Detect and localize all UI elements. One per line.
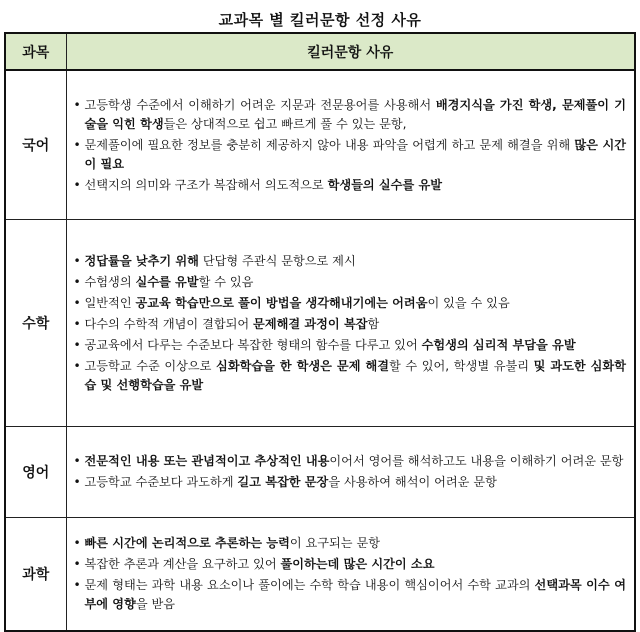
reason-item [73,315,627,334]
reason-list [73,534,627,614]
reason-item [73,576,627,614]
reason-list [73,252,627,395]
reason-item [73,534,627,553]
reason-text: 이어서 영어를 해석하고도 내용을 이해하기 어려운 문항 [329,454,624,468]
reason-text: 공교육에서 다루는 수준보다 복잡한 형태의 함수를 다루고 있어 [84,337,422,352]
reason-item [73,357,627,395]
reason-text: 함 [367,316,380,331]
reason-emphasis: 학생들의 실수를 유발 [327,177,443,192]
reason-text: 복잡한 추론과 계산을 요구하고 있어 [84,557,281,571]
reason-item [73,176,627,195]
reason-emphasis: 선택과목 이수 여부에 영향 [84,578,626,611]
reason-text: 문제 형태는 과학 내용 요소이나 풀이에는 수학 학습 내용이 핵심이어서 수학 교과의 [84,578,535,592]
table-row-korean [5,70,635,220]
reason-emphasis: 심화학습을 한 학생은 문제 해결 [216,358,389,373]
reason-text: 단답형 주관식 문항으로 제시 [198,253,356,268]
reason-text: 선택지의 의미와 구조가 복잡해서 의도적으로 [84,177,328,192]
reason-emphasis: 문제해결 과정이 복잡 [253,316,368,331]
reason-emphasis: 및 과도한 심화학습 및 선행학습을 유발 [84,358,626,392]
reason-text: 이 요구되는 문항 [289,536,381,550]
reason-text: 다수의 수학적 개념이 결합되어 [84,316,254,331]
subject-cell-science: 과학 [5,518,66,632]
document-title: 교과목 별 킬러문항 선정 사유 [218,11,422,29]
reasons-cell-english [66,427,635,518]
reason-item [73,555,627,574]
reason-item [73,96,627,134]
reason-item [73,136,627,174]
reason-emphasis: 전문적인 내용 또는 관념적이고 추상적인 내용 [84,454,330,468]
killer-question-table [4,32,636,632]
table-row-math [5,220,635,427]
reason-emphasis: 풀이하는데 많은 시간이 소요 [280,557,435,571]
reason-emphasis: 정답률을 낮추기 위해 [84,253,199,268]
reasons-cell-korean [66,70,635,220]
reason-emphasis: 배경지식을 가진 학생, 문제풀이 기술을 익힌 학생 [84,97,626,131]
reason-text: 을 사용하여 해석이 어려운 문항 [328,475,497,489]
reason-text: 수험생의 [84,274,136,289]
reason-text: 문제풀이에 필요한 정보를 충분히 제공하지 않아 내용 파악을 어렵게 하고 문제 해결을 위해 [84,137,575,152]
table-header-row [5,33,635,70]
reason-item [73,294,627,313]
reason-text: 고등학교 수준보다 과도하게 [84,475,238,489]
reason-text: 고등학생 수준에서 이해하기 어려운 지문과 전문용어를 사용해서 [84,97,436,112]
header-subject: 과목 [5,33,66,70]
reason-text: 고등학교 수준 이상으로 [84,358,217,373]
reason-item [73,273,627,292]
reason-text: 일반적인 [84,295,136,310]
reason-text: 을 받음 [135,597,176,611]
reason-item [73,336,627,355]
reason-list [73,96,627,195]
reason-text: 들은 상대적으로 쉽고 빠르게 풀 수 있는 문항, [163,116,407,131]
reason-emphasis: 빠른 시간에 논리적으로 추론하는 능력 [84,536,290,550]
reason-emphasis: 실수를 유발 [135,274,199,289]
reasons-cell-math [66,220,635,427]
reason-list [73,452,627,492]
reason-item [73,473,627,492]
table-row-english [5,427,635,518]
reason-emphasis: 수험생의 심리적 부담을 유발 [421,337,576,352]
reason-emphasis: 공교육 학습만으로 풀이 방법을 생각해내기에는 어려움 [135,295,428,310]
table-row-science [5,518,635,632]
header-reasons: 킬러문항 사유 [66,33,635,70]
reason-text: 할 수 있어, 학생별 유불리 [389,358,534,373]
reason-item [73,452,627,471]
subject-cell-korean: 국어 [5,70,66,220]
reasons-cell-science [66,518,635,632]
reason-emphasis: 길고 복잡한 문장 [237,475,329,489]
reason-emphasis: 많은 시간이 필요 [84,137,626,171]
subject-cell-math: 수학 [5,220,66,427]
subject-cell-english: 영어 [5,427,66,518]
reason-text: 이 있을 수 있음 [427,295,510,310]
reason-item [73,252,627,271]
reason-text: 할 수 있음 [198,274,254,289]
